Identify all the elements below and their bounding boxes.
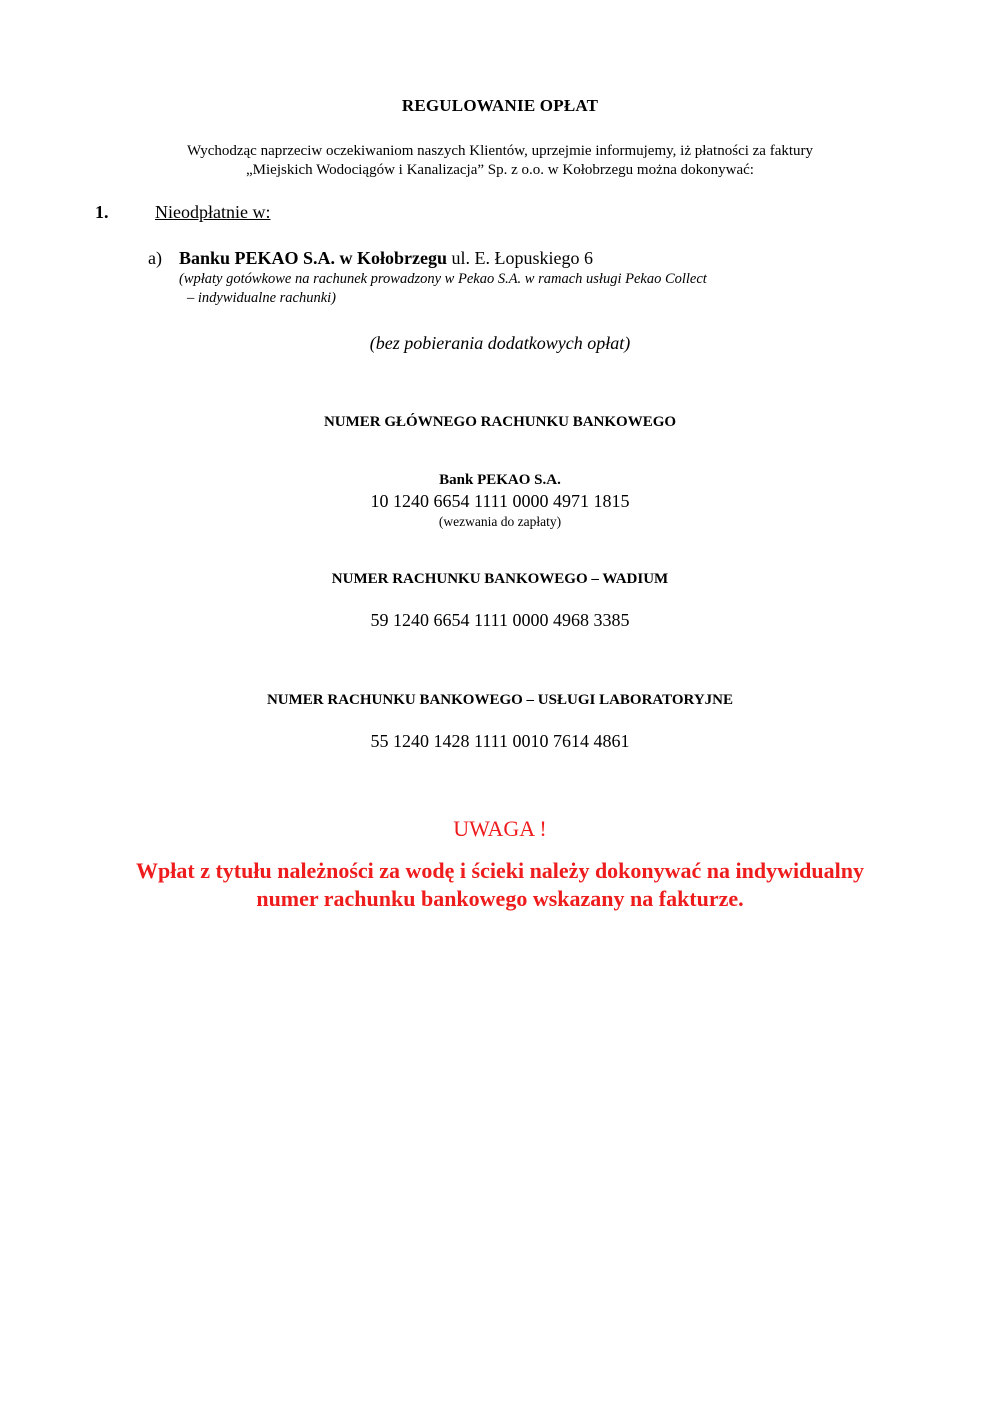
- section-title: Nieodpłatnie w:: [155, 202, 271, 222]
- item-a-note-line-1: (wpłaty gotówkowe na rachunek prowadzony w Pekao S.A. w ramach usługi Pekao Collect: [179, 271, 707, 287]
- item-a-letter: a): [148, 248, 162, 268]
- intro-line-2: „Miejskich Wodociągów i Kanalizacja” Sp. z o.o. w Kołobrzegu można dokonywać:: [246, 162, 754, 178]
- no-fees-note: (bez pobierania dodatkowych opłat): [369, 333, 631, 353]
- lab-account-number: 55 1240 1428 1111 0010 7614 4861: [370, 731, 630, 751]
- intro-line-1: Wychodząc naprzeciw oczekiwaniom naszych Klientów, uprzejmie informujemy, iż płatności za faktury: [186, 143, 814, 159]
- main-account-number: 10 1240 6654 1111 0000 4971 1815: [370, 491, 630, 511]
- item-a-bank-name: Banku PEKAO S.A. w Kołobrzegu: [179, 248, 448, 268]
- main-account-note: (wezwania do zapłaty): [438, 514, 562, 529]
- item-a-bank-line: [179, 248, 593, 269]
- wadium-account-heading: NUMER RACHUNKU BANKOWEGO – WADIUM: [331, 571, 669, 587]
- warning-title: UWAGA !: [453, 816, 547, 841]
- lab-account-heading: NUMER RACHUNKU BANKOWEGO – USŁUGI LABORATORYJNE: [266, 692, 734, 708]
- main-account-heading: NUMER GŁÓWNEGO RACHUNKU BANKOWEGO: [323, 414, 677, 430]
- warning-line-2: numer rachunku bankowego wskazany na fakturze.: [256, 886, 744, 911]
- item-a-note-line-2: – indywidualne rachunki): [187, 290, 337, 306]
- item-a-address: ul. E. Łopuskiego 6: [447, 248, 594, 268]
- page-title: REGULOWANIE OPŁAT: [401, 96, 599, 115]
- wadium-account-number: 59 1240 6654 1111 0000 4968 3385: [370, 610, 630, 630]
- section-number: 1.: [95, 202, 109, 222]
- main-account-bank: Bank PEKAO S.A.: [439, 472, 561, 488]
- warning-line-1: Wpłat z tytułu należności za wodę i ścieki należy dokonywać na indywidualny: [136, 858, 864, 883]
